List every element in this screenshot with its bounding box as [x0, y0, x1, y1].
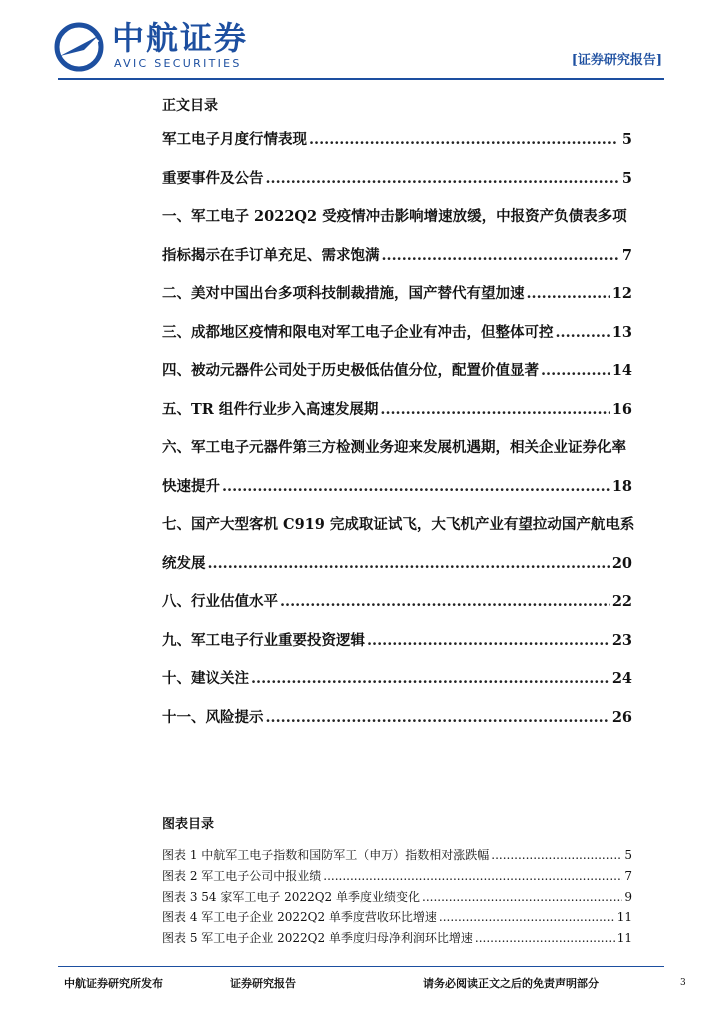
page-number: 3 [680, 978, 686, 988]
figure-entry[interactable] [162, 928, 632, 949]
toc-entry[interactable] [162, 355, 632, 394]
toc-entry-page: 12 [611, 285, 632, 302]
figure-entry-text: 图表 4 军工电子企业 2022Q2 单季度营收环比增速 [162, 910, 437, 925]
toc-entry-text: 八、行业估值水平 [162, 593, 278, 610]
footer-divider [58, 966, 664, 967]
toc-entry-page: 26 [611, 708, 632, 726]
figure-entry-page: 9 [624, 889, 632, 904]
dot-leader [475, 928, 615, 948]
toc-title: 正文目录 [162, 98, 218, 114]
figure-entry-text: 图表 3 54 家军工电子 2022Q2 单季度业绩变化 [162, 889, 420, 904]
toc-entry[interactable] [162, 702, 632, 741]
toc-list [162, 124, 635, 740]
toc-entry[interactable] [162, 317, 632, 356]
toc-entry-text: 四、被动元器件公司处于历史极低估值分位，配置价值显著 [162, 362, 539, 379]
report-type-tag: [证券研究报告] [571, 53, 662, 68]
toc-entry[interactable] [162, 163, 632, 202]
toc-entry-text: 七、国产大型客机 C919 完成取证试飞，大飞机产业有望拉动国产航电系 [162, 516, 635, 533]
logo-text-cn: 中航证券 [112, 19, 249, 57]
dot-leader [527, 278, 610, 310]
footer-publisher: 中航证券研究所发布 [64, 977, 163, 990]
toc-entry[interactable] [162, 201, 632, 240]
page-header [0, 0, 724, 84]
toc-entry[interactable] [162, 586, 632, 625]
figure-entry-text: 图表 1 中航军工电子指数和国防军工（申万）指数相对涨跌幅 [162, 848, 490, 862]
figure-entry[interactable] [162, 907, 632, 928]
toc-entry-text: 一、军工电子 2022Q2 受疫情冲击影响增速放缓，中报资产负债表多项 [162, 208, 627, 225]
dot-leader [323, 866, 622, 886]
figures-title: 图表目录 [162, 817, 215, 832]
footer-disclaimer: 请务必阅读正文之后的免责声明部分 [423, 977, 599, 990]
dot-leader [208, 548, 610, 580]
dot-leader [556, 317, 610, 349]
toc-entry[interactable] [162, 432, 632, 471]
dot-leader [309, 124, 618, 156]
toc-entry-text: 六、军工电子元器件第三方检测业务迎来发展机遇期，相关企业证券化率 [162, 439, 626, 456]
figure-entry-text: 图表 5 军工电子企业 2022Q2 单季度归母净利润环比增速 [162, 931, 473, 946]
dot-leader [266, 702, 610, 734]
toc-entry[interactable] [162, 625, 632, 664]
toc-entry-page: 14 [611, 362, 632, 379]
dot-leader [439, 907, 615, 927]
toc-entry[interactable] [162, 278, 632, 317]
toc-entry[interactable] [162, 548, 632, 587]
dot-leader [367, 625, 610, 657]
dot-leader [382, 240, 619, 272]
dot-leader [541, 355, 610, 387]
dot-leader [266, 163, 619, 195]
avic-logo-icon [54, 22, 104, 72]
toc-entry-text: 重要事件及公告 [162, 169, 264, 187]
toc-entry-page: 5 [621, 131, 632, 148]
toc-entry-text: 军工电子月度行情表现 [162, 131, 307, 148]
dot-leader [491, 845, 622, 865]
toc-entry-page: 18 [611, 477, 632, 495]
toc-entry-page: 16 [611, 400, 632, 418]
toc-entry-page: 13 [611, 323, 632, 341]
dot-leader [280, 586, 610, 618]
figure-entry[interactable] [162, 845, 632, 866]
figure-entry[interactable] [162, 866, 632, 887]
toc-entry[interactable] [162, 663, 632, 702]
toc-entry-page: 20 [611, 554, 632, 572]
toc-entry-page: 7 [621, 246, 632, 264]
figure-entry-page: 11 [616, 910, 632, 925]
logo-text-en: AVIC SECURITIES [114, 57, 242, 70]
toc-entry[interactable] [162, 471, 632, 510]
toc-entry-text: 二、美对中国出台多项科技制裁措施，国产替代有望加速 [162, 285, 525, 302]
toc-entry[interactable] [162, 240, 632, 279]
figures-list [162, 845, 632, 949]
toc-entry-text: 三、成都地区疫情和限电对军工电子企业有冲击，但整体可控 [162, 323, 554, 341]
toc-entry-text: 十一、风险提示 [162, 708, 264, 726]
dot-leader [251, 663, 610, 695]
figure-entry[interactable] [162, 887, 632, 908]
figure-entry-page: 7 [624, 868, 632, 883]
figure-entry-page: 5 [624, 848, 632, 862]
dot-leader [222, 471, 610, 503]
figure-entry-page: 11 [616, 931, 632, 946]
toc-entry-text: 九、军工电子行业重要投资逻辑 [162, 631, 365, 649]
toc-entry[interactable] [162, 124, 632, 163]
toc-entry-text: 十、建议关注 [162, 670, 249, 687]
toc-entry-text: 统发展 [162, 554, 206, 572]
toc-entry-text: 指标揭示在手订单充足、需求饱满 [162, 246, 380, 264]
toc-entry-page: 5 [621, 169, 632, 187]
dot-leader [422, 887, 622, 907]
header-divider [58, 78, 664, 80]
toc-entry-text: 快速提升 [162, 477, 220, 495]
dot-leader [380, 394, 609, 426]
footer-report-type: 证券研究报告 [230, 977, 296, 990]
toc-entry-page: 22 [611, 593, 632, 610]
toc-entry-page: 24 [611, 670, 632, 687]
toc-entry-text: 五、TR 组件行业步入高速发展期 [162, 400, 379, 418]
figure-entry-text: 图表 2 军工电子公司中报业绩 [162, 868, 322, 883]
toc-entry-page: 23 [611, 631, 632, 649]
toc-entry[interactable] [162, 509, 635, 548]
toc-entry[interactable] [162, 394, 632, 433]
